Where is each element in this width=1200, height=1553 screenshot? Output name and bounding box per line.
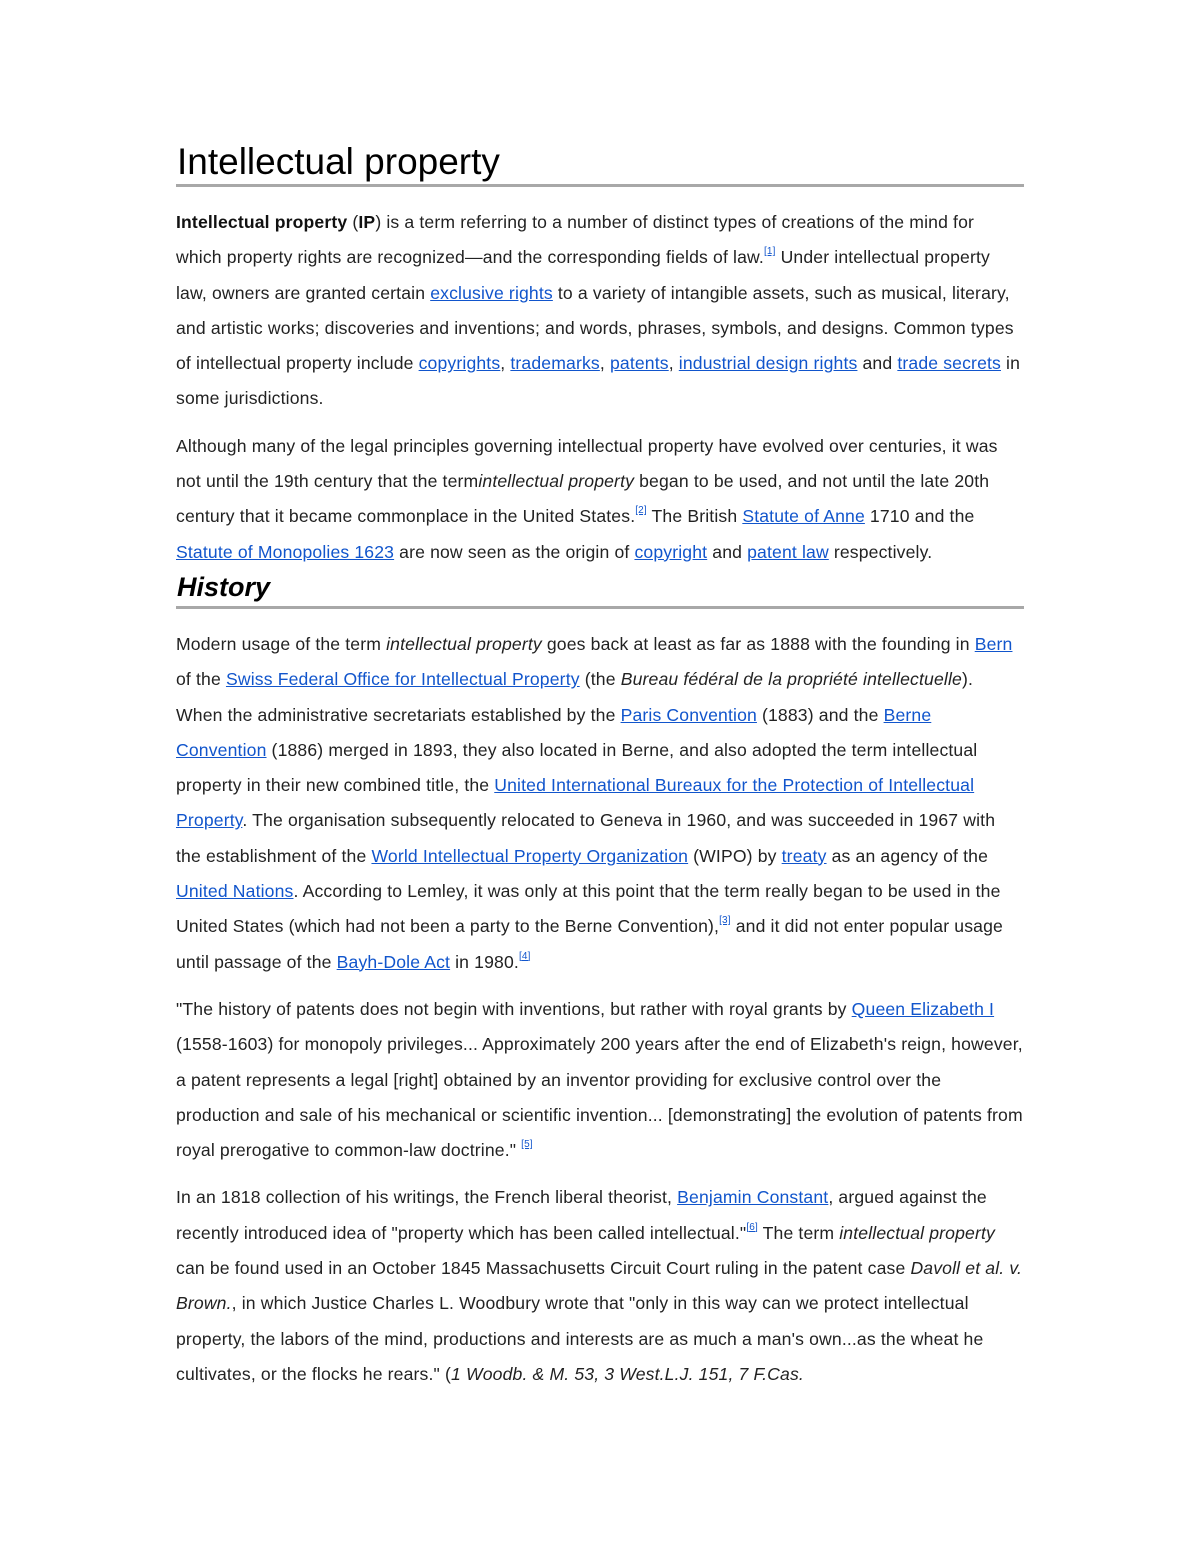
link-benjamin-constant[interactable]: Benjamin Constant: [677, 1187, 829, 1208]
ref-3[interactable]: [3]: [719, 915, 731, 927]
link-queen-elizabeth[interactable]: Queen Elizabeth I: [851, 998, 995, 1019]
link-patent-law[interactable]: patent law: [747, 541, 829, 562]
ref-6[interactable]: [6]: [746, 1221, 758, 1233]
link-birpi[interactable]: United International Bureaux for the Protection of Intellectual Property: [176, 775, 975, 831]
ref-5[interactable]: [5]: [521, 1139, 533, 1151]
ref-4[interactable]: [4]: [518, 950, 531, 962]
link-wipo[interactable]: World Intellectual Property Organization: [371, 845, 689, 866]
history-paragraph-1: Modern usage of the term intellectual property goes back at least as far as 1888 with the founding in Bern of the Swiss Federal Office for Intellectual Property (the Bureau fédéral de la propriété intellectuelle). When the administrative secretariats established by the Paris Convention (1883) and the Berne Convention (1886) merged in 1893, they also located in Berne, and also adopted the term intellectual property in their new combined title, the United International Bureaux for the Protection of Intellectual Property. The organisation subsequently relocated to Geneva in 1960, and was succeeded in 1967 with the establishment of the World Intellectual Property Organization (WIPO) by treaty as an agency of the United Nations. According to Lemley, it was only at this point that the term really began to be used in the United States (which had not been a party to the Berne Convention),[3] and it did not enter popular usage until passage of the Bayh-Dole Act in 1980.[4]: [176, 633, 1013, 972]
intro-paragraph-1: Intellectual property (IP) is a term referring to a number of distinct types of creations of the mind for which property rights are recognized—and the corresponding fields of law.[1] Under intellectual property law, owners are granted certain exclusive rights to a variety of intangible assets, such as musical, literary, and artistic works; discoveries and inventions; and words, phrases, symbols, and designs. Common types of intellectual property include copyrights, trademarks, patents, industrial design rights and trade secrets in some jurisdictions.: [176, 212, 1021, 409]
link-statute-of-anne[interactable]: Statute of Anne: [742, 506, 865, 527]
history-heading: History: [176, 570, 1024, 609]
link-exclusive-rights[interactable]: exclusive rights: [430, 282, 553, 303]
link-statute-of-monopolies[interactable]: Statute of Monopolies 1623: [176, 541, 395, 562]
ref-2[interactable]: [2]: [635, 505, 647, 517]
link-paris-convention[interactable]: Paris Convention: [620, 704, 757, 725]
link-united-nations[interactable]: United Nations: [176, 881, 294, 902]
link-trade-secrets[interactable]: trade secrets: [897, 353, 1001, 374]
link-patents[interactable]: patents: [609, 353, 669, 374]
intro-paragraph-2: Although many of the legal principles governing intellectual property have evolved over centuries, it was not until the 19th century that the termintellectual property began to be used, and not until the late 20th century that it became commonplace in the United States.[2] The British Statute of Anne 1710 and the Statute of Monopolies 1623 are now seen as the origin of copyright and patent law respectively.: [176, 435, 998, 562]
link-copyrights[interactable]: copyrights: [418, 353, 501, 374]
abbr-bold: IP: [358, 212, 376, 232]
page-title: Intellectual property: [176, 140, 1024, 187]
history-paragraph-3: In an 1818 collection of his writings, the French liberal theorist, Benjamin Constant, argued against the recently introduced idea of "property which has been called intellectual."[6] The term intellectual property can be found used in an October 1845 Massachusetts Circuit Court ruling in the patent case Davoll et al. v. Brown., in which Justice Charles L. Woodbury wrote that "only in this way can we protect intellectual property, the labors of the mind, productions and interests are as much a man's own...as the wheat he cultivates, or the flocks he rears." (1 Woodb. & M. 53, 3 West.L.J. 151, 7 F.Cas.: [176, 1187, 1023, 1384]
link-bern[interactable]: Bern: [974, 633, 1013, 654]
ref-1[interactable]: [1]: [763, 246, 776, 258]
link-copyright[interactable]: copyright: [634, 541, 708, 562]
term-bold: Intellectual property: [176, 212, 348, 232]
link-industrial-design-rights[interactable]: industrial design rights: [678, 353, 858, 374]
history-paragraph-2: "The history of patents does not begin with inventions, but rather with royal grants by Queen Elizabeth I (1558-1603) for monopoly privileges... Approximately 200 years after the end of Elizabeth's reign, however, a patent represents a legal [right] obtained by an inventor providing for exclusive control over the production and sale of his mechanical or scientific invention... [demonstrating] the evolution of patents from royal prerogative to common-law doctrine." [5]: [176, 998, 1023, 1161]
article-body: [176, 140, 1024, 1392]
link-swiss-office[interactable]: Swiss Federal Office for Intellectual Property: [225, 669, 580, 690]
link-trademarks[interactable]: trademarks: [510, 353, 600, 374]
link-bayh-dole-act[interactable]: Bayh-Dole Act: [336, 951, 451, 972]
link-treaty[interactable]: treaty: [781, 845, 827, 866]
link-berne-convention[interactable]: Berne Convention: [176, 704, 932, 760]
